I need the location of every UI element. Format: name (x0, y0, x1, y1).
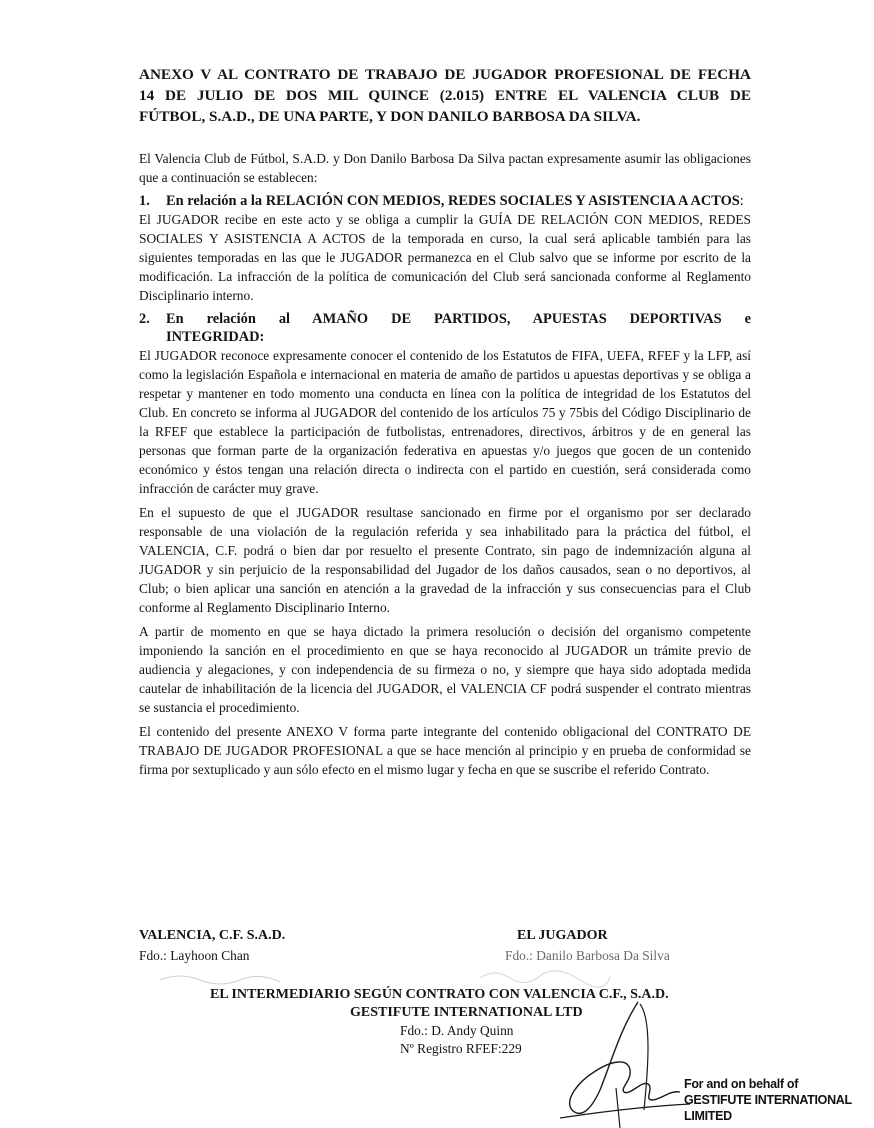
section-1-paragraph: El JUGADOR recibe en este acto y se obliga a cumplir la GUÍA DE RELACIÓN CON MEDIOS, REDES SOCIALES Y ASISTENCIA A ACTOS de la temporada en curso, la cual será aplicable también para las siguientes temporadas en las que le JUGADOR permanezca en el Club salvo que se informe por escrito de la modificación. La infracción de la política de comunicación del Club será sancionada conforme al Reglamento Disciplinario interno. (139, 212, 751, 303)
club-signer: Fdo.: Layhoon Chan (139, 948, 250, 963)
section-1-number: 1. (139, 193, 150, 209)
section-2-number: 2. (139, 311, 150, 327)
document-body (139, 149, 751, 784)
handwritten-signature (520, 1000, 700, 1128)
section-1-heading-bold: RELACIÓN CON MEDIOS, REDES SOCIALES Y ASISTENCIA A ACTOS (265, 193, 740, 209)
section-2-heading-text: En relación al AMAÑO DE PARTIDOS, APUESTAS DEPORTIVAS e INTEGRIDAD: (166, 311, 751, 345)
title-line-3: FÚTBOL, S.A.D., DE UNA PARTE, Y DON DANILO BARBOSA DA SILVA. (139, 108, 641, 125)
intermediary-registry: Nº Registro RFEF:229 (400, 1041, 522, 1056)
document-title (139, 64, 751, 127)
section-2-paragraph-1: El JUGADOR reconoce expresamente conocer el contenido de los Estatutos de FIFA, UEFA, RFEF y la LFP, así como la legislación Española e internacional en materia de amaño de partidos u apuestas deportivas y se obliga a respetar y mantener en todo momento una conducta en línea con la política de integridad de los Estatutos del Club. En concreto se informa al JUGADOR del contenido de los artículos 75 y 75bis del Código Disciplinario de la RFEF que establece la participación de futbolistas, entrenadores, directivos, árbitros y de en general las personas que forman parte de la organización federativa en apuestas y/o juegos que gocen de un contenido económico y éstos tengan una relación directa o indirecta con el partido en cuestión, será considerada como infracción de carácter muy grave. (139, 348, 751, 496)
section-2-heading (139, 310, 751, 346)
intro-paragraph: El Valencia Club de Fútbol, S.A.D. y Don Danilo Barbosa Da Silva pactan expresamente asumir las obligaciones que a continuación se establecen: (139, 151, 751, 185)
section-1-heading (139, 192, 751, 210)
stamp-line-1: For and on behalf of (684, 1077, 799, 1091)
stamp-line-3: LIMITED (684, 1109, 732, 1123)
club-label: VALENCIA, C.F. S.A.D. (139, 928, 286, 943)
intermediary-title: EL INTERMEDIARIO SEGÚN CONTRATO CON VALENCIA C.F., S.A.D. (210, 987, 669, 1002)
company-stamp (684, 1076, 852, 1124)
stamp-line-2: GESTIFUTE INTERNATIONAL (684, 1093, 852, 1107)
section-2-paragraph-2: En el supuesto de que el JUGADOR resultase sancionado en firme por el organismo por ser declarado responsable de una violación de la regulación referida y sea inhabilitado para la práctica del fútbol, el VALENCIA, C.F. podrá o bien dar por resuelto el presente Contrato, sin pago de indemnización alguna al JUGADOR y sin perjuicio de la responsabilidad del Jugador de los daños causados, sean o no deportivos, al Club; o bien aplicar una sanción en atención a la gravedad de la infracción y sus consecuencias para el Club conforme al Reglamento Disciplinario Interno. (139, 505, 751, 615)
intermediary-signer: Fdo.: D. Andy Quinn (400, 1023, 514, 1038)
section-2-paragraph-3: A partir de momento en que se haya dictado la primera resolución o decisión del organismo competente imponiendo la sanción en el procedimiento en que se haya reconocido al JUGADOR un trámite previo de audiencia y alegaciones, y con independencia de su firmeza o no, y siempre que haya sido adoptada medida cautelar de inhabilitación de la licencia del JUGADOR, el VALENCIA CF podrá suspender el contrato mientras se sustancia el procedimiento. (139, 624, 751, 715)
section-1-heading-suffix: : (739, 193, 744, 209)
intermediary-company: GESTIFUTE INTERNATIONAL LTD (350, 1005, 583, 1020)
section-2-paragraph-4: El contenido del presente ANEXO V forma parte integrante del contenido obligacional del CONTRATO DE TRABAJO DE JUGADOR PROFESIONAL a que se hace mención al principio y en prueba de conformidad se firma por sextuplicado y aun sólo efecto en el mismo lugar y fecha en que se suscribe el referido Contrato. (139, 724, 751, 777)
player-signer: Fdo.: Danilo Barbosa Da Silva (505, 948, 670, 963)
title-line-2: 14 DE JULIO DE DOS MIL QUINCE (2.015) ENTRE EL VALENCIA CLUB DE (139, 87, 751, 104)
title-line-1: ANEXO V AL CONTRATO DE TRABAJO DE JUGADOR PROFESIONAL DE FECHA (139, 66, 751, 83)
player-label: EL JUGADOR (517, 928, 608, 943)
section-1-heading-prefix: En relación a la (166, 193, 263, 209)
